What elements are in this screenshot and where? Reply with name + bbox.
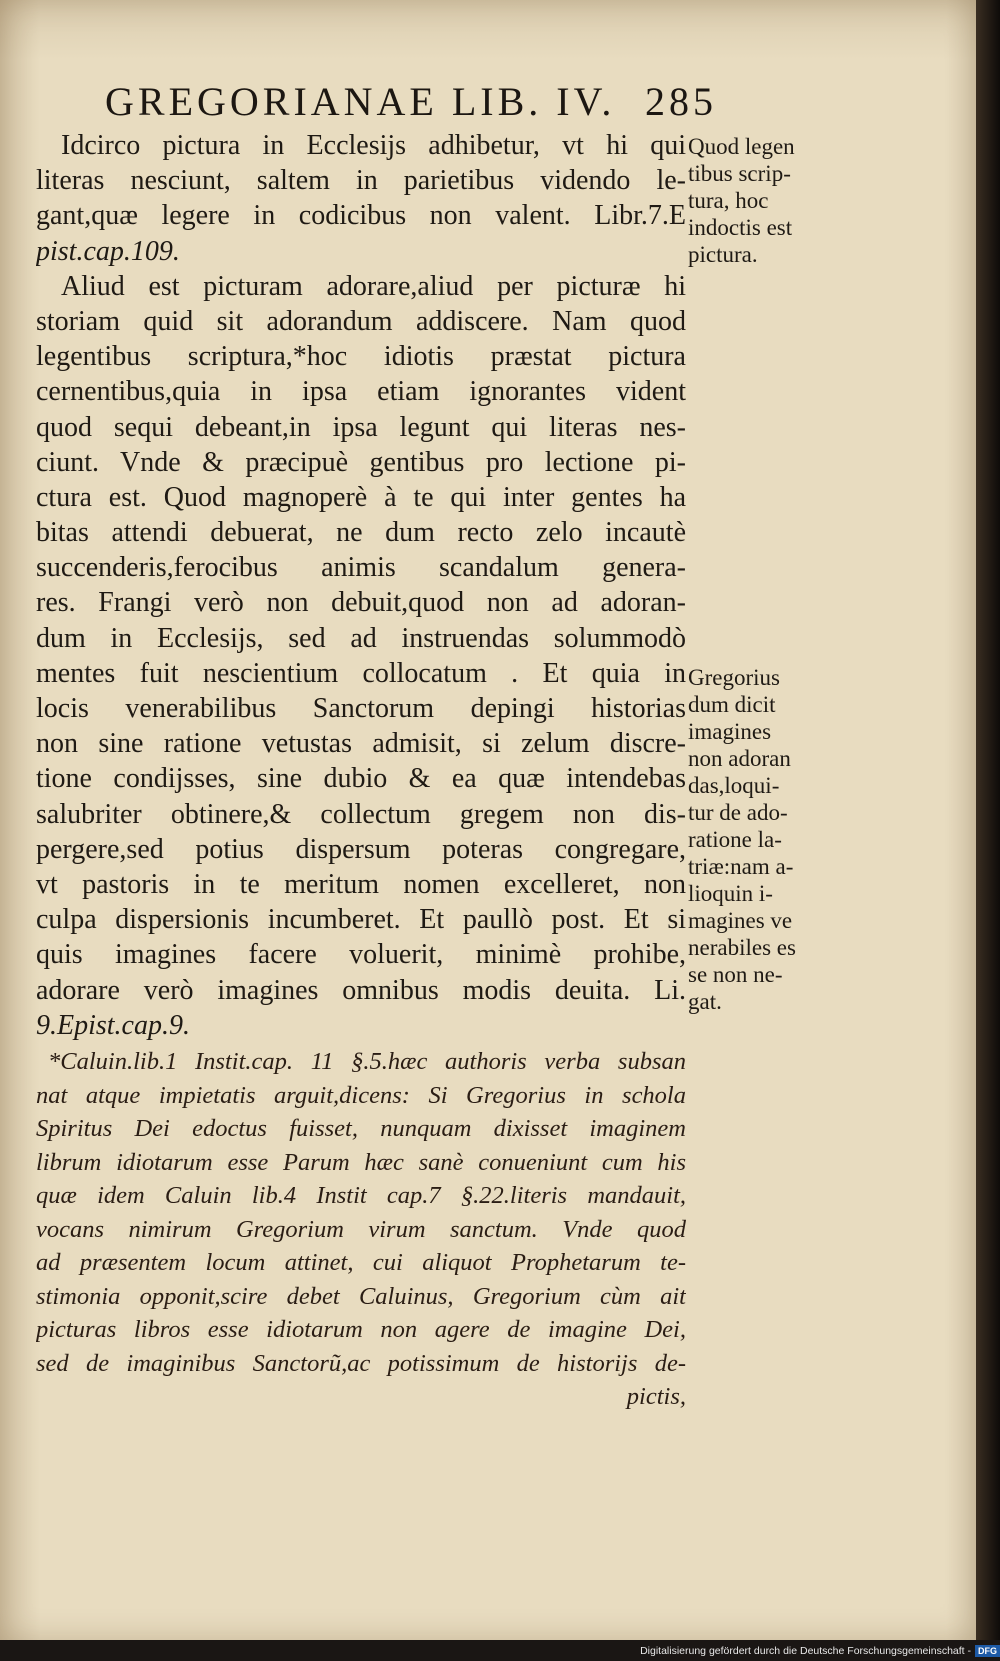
text-line: pergere,sed potius dispersum poteras congregare, [36, 833, 686, 865]
text-line: locis venerabilibus Sanctorum depingi historias [36, 693, 686, 724]
footnote-line: librum idiotarum esse Parum hæc sanè conueniunt cum his [36, 1148, 686, 1176]
margin-line: gat. [688, 989, 722, 1014]
margin-line: se non ne- [688, 962, 783, 987]
text-line: non sine ratione vetustas admisit, si zelum discre- [36, 728, 686, 760]
text-line: quis imagines facere voluerit, minimè prohibe, [36, 939, 686, 971]
text-line: mentes fuit nescientium collocatum . Et quia in [36, 657, 686, 689]
text-line: storiam quid sit adorandum addiscere. Nam quod [36, 305, 686, 337]
footnote-line: stimonia opponit,scire debet Caluinus, Gregorium cùm ait [36, 1282, 686, 1310]
margin-line: das,loqui- [688, 773, 780, 798]
running-title: GREGORIANAE LIB. IV. [105, 79, 616, 124]
page-edge-shadow [976, 0, 1000, 1640]
margin-line: tur de ado- [688, 800, 788, 825]
footnote-line: pictis, [626, 1383, 686, 1410]
footnote-line: picturas libros esse idiotarum non agere de imagine Dei, [36, 1316, 686, 1343]
margin-line: ratione la- [688, 827, 782, 852]
footnote-line: *Caluin.lib.1 Instit.cap. 11 §.5.hæc authoris verba subsan [48, 1048, 686, 1075]
footnote-line: quæ idem Caluin lib.4 Instit cap.7 §.22.literis mandauit, [36, 1182, 686, 1209]
footnote-block [36, 1045, 686, 1414]
main-text-block [36, 128, 686, 1043]
running-header [105, 78, 717, 128]
text-line: pist.cap.109. [36, 235, 180, 267]
text-line: gant,quæ legere in codicibus non valent. Libr.7.E [36, 200, 686, 232]
margin-line: tibus scrip- [688, 161, 791, 186]
text-line: ciunt. Vnde & præcipuè gentibus pro lectione pi- [36, 446, 686, 478]
text-line: res. Frangi verò non debuit,quod non ad adoran- [36, 587, 686, 619]
margin-line: Gregorius [688, 665, 780, 690]
text-line: bitas attendi debuerat, ne dum recto zelo incautè [36, 517, 686, 549]
margin-line: nerabiles es [688, 935, 796, 960]
margin-line: magines ve [688, 908, 793, 933]
text-line: legentibus scriptura,*hoc idiotis præstat pictura [36, 341, 686, 373]
margin-note-2 [688, 664, 836, 1015]
margin-line: dum dicit [688, 692, 776, 717]
text-line: salubriter obtinere,& collectum gregem non dis- [36, 798, 686, 830]
margin-line: lioquin i- [688, 881, 773, 906]
footnote-line: ad præsentem locum attinet, cui aliquot Prophetarum te- [36, 1249, 686, 1276]
footnote-line: Spiritus Dei edoctus fuisset, nunquam dixisset imaginem [36, 1115, 686, 1142]
margin-line: tura, hoc [688, 188, 769, 213]
margin-note-1 [688, 133, 836, 268]
text-line: literas nesciunt, saltem in parietibus videndo le- [36, 165, 686, 197]
text-line: quod sequi debeant,in ipsa legunt qui literas nes- [36, 411, 686, 443]
text-line: vt pastoris in te meritum nomen excelleret, non [36, 868, 686, 900]
text-line: adorare verò imagines omnibus modis deuita. Li. [36, 974, 686, 1006]
text-line: succenderis,ferocibus animis scandalum genera- [36, 552, 686, 584]
margin-line: triæ:nam a- [688, 854, 794, 879]
text-line: culpa dispersionis incumberet. Et paullò post. Et si [36, 904, 686, 936]
text-line: Aliud est picturam adorare,aliud per picturæ hi [61, 270, 686, 302]
footnote-line: vocans nimirum Gregorium virum sanctum. Vnde quod [36, 1215, 686, 1243]
footnote-line: sed de imaginibus Sanctorũ,ac potissimum de historijs de- [36, 1349, 686, 1377]
dfg-logo: DFG [975, 1645, 1000, 1657]
text-line: ctura est. Quod magnoperè à te qui inter gentes ha [36, 481, 686, 513]
margin-line: Quod legen [688, 134, 795, 159]
text-line: dum in Ecclesijs, sed ad instruendas solummodò [36, 622, 686, 654]
margin-line: pictura. [688, 242, 758, 267]
text-line: 9.Epist.cap.9. [36, 1009, 190, 1041]
text-line: cernentibus,quia in ipsa etiam ignorantes vident [36, 376, 686, 408]
footer-text: Digitalisierung gefördert durch die Deutsche Forschungsgemeinschaft - [640, 1645, 971, 1657]
page-number: 285 [645, 79, 717, 124]
margin-line: indoctis est [688, 215, 793, 240]
text-line: tione condijsses, sine dubio & ea quæ intendebas [36, 763, 686, 795]
digitization-footer [570, 1645, 1000, 1659]
margin-line: non adoran [688, 746, 791, 771]
margin-line: imagines [688, 719, 772, 744]
text-line: Idcirco pictura in Ecclesijs adhibetur, vt hi qui [61, 130, 686, 161]
footnote-line: nat atque impietatis arguit,dicens: Si Gregorius in schola [36, 1081, 686, 1109]
